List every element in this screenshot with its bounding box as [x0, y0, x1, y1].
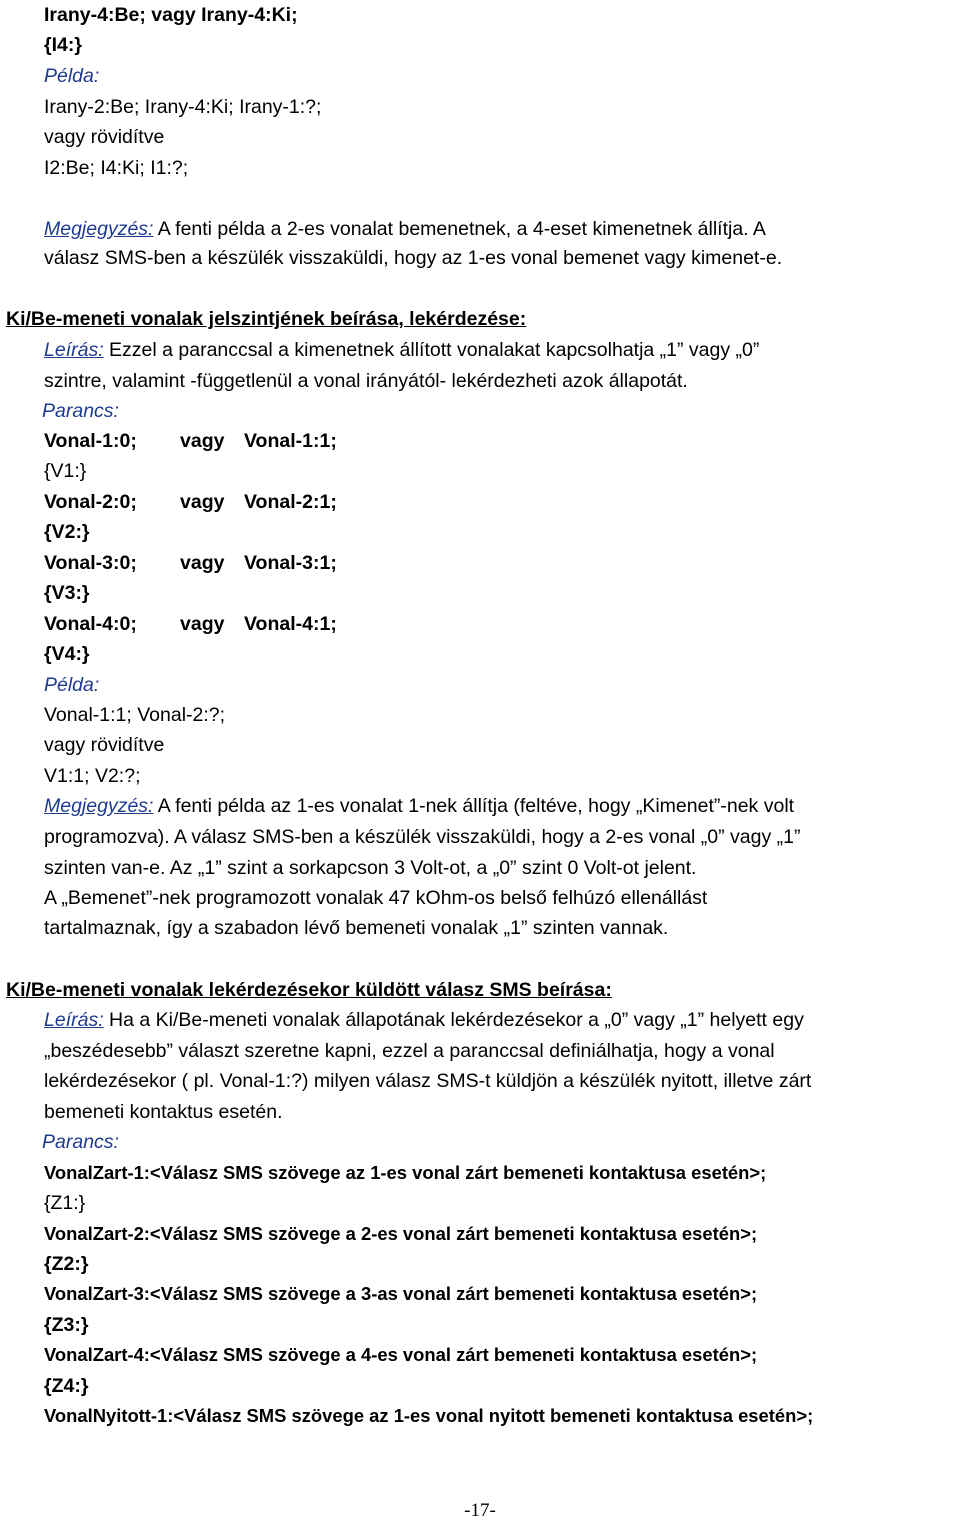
- section-heading: Ki/Be-meneti vonalak jelszintjének beírása, lekérdezése:: [6, 308, 527, 330]
- command-a: Vonal-2:0;: [44, 491, 137, 513]
- description-label: Leírás:: [44, 1009, 104, 1031]
- example-line: vagy rövidítve: [44, 734, 165, 756]
- command-a: Vonal-1:0;: [44, 430, 137, 452]
- example-label: Példa:: [44, 674, 100, 696]
- command-line: [44, 428, 337, 454]
- note-line: programozva). A válasz SMS-ben a készülék visszaküldi, hogy a 2-es vonal „0” vagy „1”: [44, 826, 801, 848]
- note-text: A fenti példa a 2-es vonalat bemenetnek, a 4-eset kimenetnek állítja. A: [153, 218, 766, 240]
- command-line: VonalZart-3:<Válasz SMS szövege a 3-as vonal zárt bemeneti kontaktusa esetén>;: [44, 1283, 758, 1304]
- note-text: A fenti példa az 1-es vonalat 1-nek állítja (feltéve, hogy „Kimenet”-nek volt: [153, 795, 795, 817]
- command-or: vagy: [180, 613, 225, 635]
- command-label: Parancs:: [42, 1131, 119, 1153]
- description-text: Ha a Ki/Be-meneti vonalak állapotának lekérdezésekor a „0” vagy „1” helyett egy: [103, 1009, 804, 1031]
- command-line: VonalZart-1:<Válasz SMS szövege az 1-es vonal zárt bemeneti kontaktusa esetén>;: [44, 1162, 767, 1183]
- short-command: {Z3:}: [44, 1314, 89, 1336]
- description-line: bemeneti kontaktus esetén.: [44, 1101, 283, 1123]
- example-line: V1:1; V2:?;: [44, 765, 141, 787]
- short-command: {Z4:}: [44, 1375, 89, 1397]
- short-command: {V1:}: [44, 460, 87, 482]
- command-a: Vonal-3:0;: [44, 552, 137, 574]
- example-line: vagy rövidítve: [44, 126, 165, 148]
- command-line: [44, 489, 337, 515]
- command-b: Vonal-2:1;: [244, 491, 337, 513]
- command-or: vagy: [180, 552, 225, 574]
- command-b: Vonal-1:1;: [244, 430, 337, 452]
- short-command: {I4:}: [44, 34, 82, 56]
- section-heading: Ki/Be-meneti vonalak lekérdezésekor küldött válasz SMS beírása:: [6, 979, 612, 1001]
- example-line: Irany-2:Be; Irany-4:Ki; Irany-1:?;: [44, 96, 322, 118]
- example-line: I2:Be; I4:Ki; I1:?;: [44, 157, 189, 179]
- description-line: [44, 337, 759, 363]
- command-line: VonalZart-2:<Válasz SMS szövege a 2-es vonal zárt bemeneti kontaktusa esetén>;: [44, 1223, 758, 1244]
- page-number: -17-: [464, 1500, 496, 1521]
- description-text: Ezzel a paranccsal a kimenetnek állított vonalakat kapcsolhatja „1” vagy „0”: [103, 339, 760, 361]
- note-line: tartalmaznak, így a szabadon lévő bemeneti vonalak „1” szinten vannak.: [44, 917, 669, 939]
- note-label: Megjegyzés:: [44, 218, 154, 240]
- short-command: {V4:}: [44, 643, 90, 665]
- command-line: [44, 550, 337, 576]
- example-line: Vonal-1:1; Vonal-2:?;: [44, 704, 226, 726]
- command-or: vagy: [180, 430, 225, 452]
- description-line: [44, 1007, 804, 1033]
- short-command: {V3:}: [44, 582, 90, 604]
- command-b: Vonal-4:1;: [244, 613, 337, 635]
- example-label: Példa:: [44, 65, 100, 87]
- note-line: [44, 793, 794, 819]
- command-line: VonalZart-4:<Válasz SMS szövege a 4-es vonal zárt bemeneti kontaktusa esetén>;: [44, 1344, 758, 1365]
- command-or: vagy: [180, 491, 225, 513]
- short-command: {Z1:}: [44, 1192, 86, 1214]
- description-line: „beszédesebb” választ szeretne kapni, ezzel a paranccsal definiálhatja, hogy a vonal: [44, 1040, 775, 1062]
- command-a: Vonal-4:0;: [44, 613, 137, 635]
- short-command: {Z2:}: [44, 1253, 89, 1275]
- command-line: VonalNyitott-1:<Válasz SMS szövege az 1-es vonal nyitott bemeneti kontaktusa esetén>;: [44, 1405, 814, 1426]
- command-label: Parancs:: [42, 400, 119, 422]
- command-line: [44, 611, 337, 637]
- note-label: Megjegyzés:: [44, 795, 154, 817]
- note-line: [44, 216, 766, 242]
- note-line: szinten van-e. Az „1” szint a sorkapcson 3 Volt-ot, a „0” szint 0 Volt-ot jelent.: [44, 857, 697, 879]
- short-command: {V2:}: [44, 521, 90, 543]
- note-line: válasz SMS-ben a készülék visszaküldi, hogy az 1-es vonal bemenet vagy kimenet-e.: [44, 247, 783, 269]
- note-line: A „Bemenet”-nek programozott vonalak 47 kOhm-os belső felhúzó ellenállást: [44, 887, 708, 909]
- command-line: Irany-4:Be; vagy Irany-4:Ki;: [44, 4, 298, 26]
- command-b: Vonal-3:1;: [244, 552, 337, 574]
- description-line: szintre, valamint -függetlenül a vonal irányától- lekérdezheti azok állapotát.: [44, 370, 688, 392]
- description-label: Leírás:: [44, 339, 104, 361]
- description-line: lekérdezésekor ( pl. Vonal-1:?) milyen válasz SMS-t küldjön a készülék nyitott, illetve zárt: [44, 1070, 812, 1092]
